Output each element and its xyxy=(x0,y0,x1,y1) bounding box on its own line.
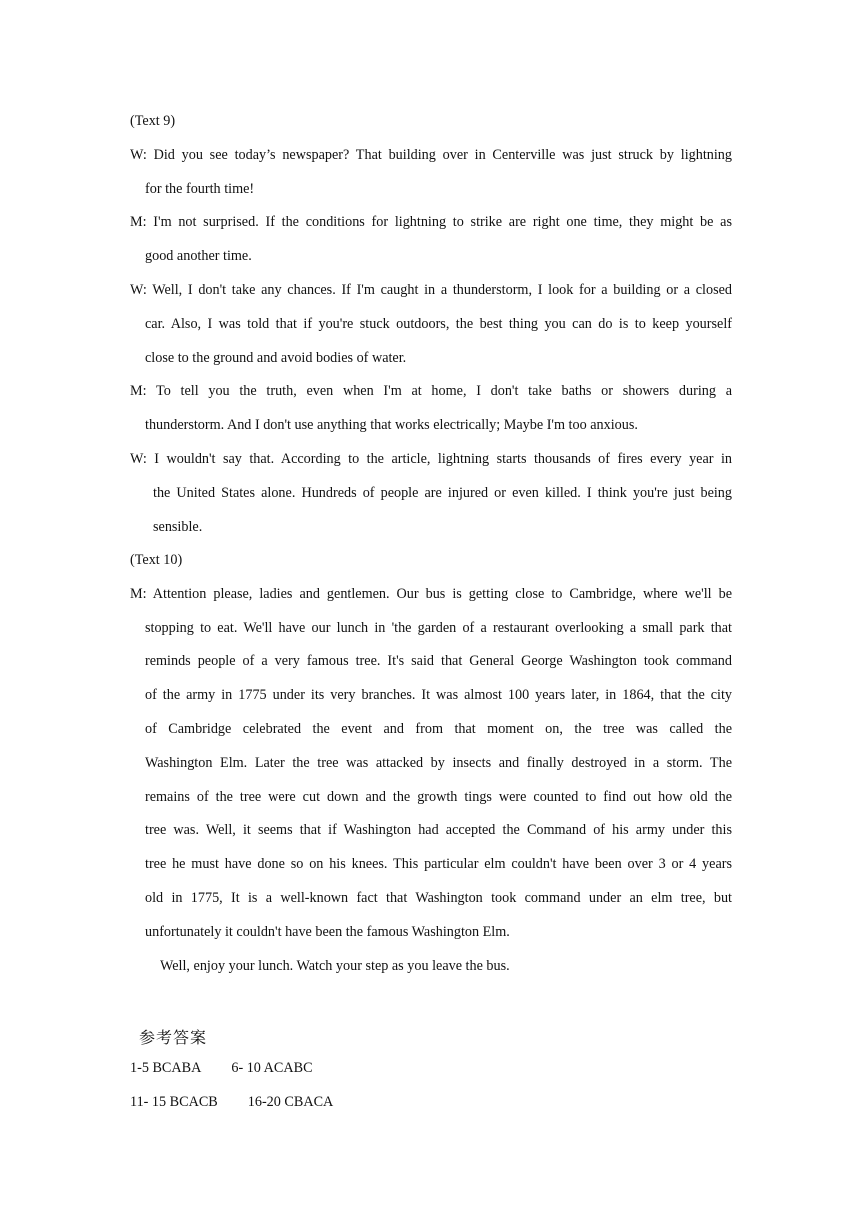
answer-row xyxy=(130,1094,732,1128)
monologue-line: M: Attention please, ladies and gentlemen. Our bus is getting close to Cambridge, where we'll be xyxy=(130,585,732,602)
dialogue-line: close to the ground and avoid bodies of water. xyxy=(145,349,407,366)
section-heading: (Text 9) xyxy=(130,113,176,129)
monologue-line: tree he must have done so on his knees. This particular elm couldn't have been over 3 or 4 years xyxy=(145,856,732,873)
dialogue-line: thunderstorm. And I don't use anything that works electrically; Maybe I'm too anxious. xyxy=(145,417,638,434)
answer-row xyxy=(130,1060,732,1094)
monologue-line: reminds people of a very famous tree. It's said that General George Washington took command xyxy=(145,653,732,670)
dialogue-line: M: I'm not surprised. If the conditions for lightning to strike are right one time, they might be as xyxy=(130,214,732,231)
monologue-line: of Cambridge celebrated the event and from that moment on, the tree was called the xyxy=(145,720,732,737)
text-9-section xyxy=(130,114,732,553)
monologue-line: stopping to eat. We'll have our lunch in 'the garden of a restaurant overlooking a small park that xyxy=(145,619,732,636)
dialogue-line: the United States alone. Hundreds of people are injured or even killed. I think you're just being xyxy=(153,484,732,501)
dialogue-line: W: Well, I don't take any chances. If I'm caught in a thunderstorm, I look for a building or a closed xyxy=(130,281,732,298)
dialogue-line: W: Did you see today’s newspaper? That building over in Centerville was just struck by lightning xyxy=(130,146,732,163)
monologue-line: tree was. Well, it seems that if Washington had accepted the Command of his army under this xyxy=(145,822,732,839)
monologue-line: of the army in 1775 under its very branches. It was almost 100 years later, in 1864, that the city xyxy=(145,687,732,704)
dialogue-line: good another time. xyxy=(145,248,252,265)
answer-key xyxy=(130,1060,732,1128)
dialogue-line: car. Also, I was told that if you're stuck outdoors, the best thing you can do is to keep yourself xyxy=(145,315,732,332)
answer-group: 11- 15 BCACB xyxy=(130,1094,218,1110)
monologue-line: unfortunately it couldn't have been the famous Washington Elm. xyxy=(145,923,510,940)
section-heading: (Text 10) xyxy=(130,552,183,568)
answer-group: 1-5 BCABA xyxy=(130,1060,202,1076)
monologue-line: remains of the tree were cut down and the growth tings were counted to find out how old the xyxy=(145,788,732,805)
answer-key-heading: 参考答案 xyxy=(139,1028,208,1047)
answer-group: 16-20 CBACA xyxy=(247,1094,334,1110)
dialogue-line: for the fourth time! xyxy=(145,180,255,197)
dialogue-line: sensible. xyxy=(153,518,203,535)
dialogue-line: W: I wouldn't say that. According to the article, lightning starts thousands of fires every year in xyxy=(130,450,732,467)
monologue-line: old in 1775, It is a well-known fact that Washington took command under an elm tree, but xyxy=(145,889,732,906)
dialogue-line: M: To tell you the truth, even when I'm at home, I don't take baths or showers during a xyxy=(130,383,732,400)
answer-group: 6- 10 ACABC xyxy=(231,1060,313,1076)
monologue-line: Washington Elm. Later the tree was attacked by insects and finally destroyed in a storm. The xyxy=(145,754,732,771)
text-10-section xyxy=(130,553,732,992)
monologue-line: Well, enjoy your lunch. Watch your step as you leave the bus. xyxy=(160,957,510,974)
